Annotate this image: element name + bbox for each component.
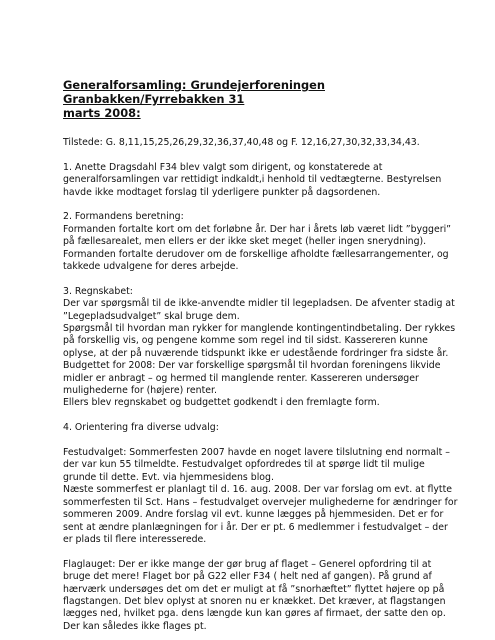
text-line: 4. Orientering fra diverse udvalg:: [63, 422, 219, 434]
text-line: sent at ændre planlægningen for i år. Der er pt. 6 medlemmer i festudvalget – der: [63, 521, 448, 533]
text-line: midler er anbragt – og hermed til manglende renter. Kassereren undersøger: [63, 372, 419, 384]
text-line: der var kun 55 tilmeldte. Festudvalget opfordredes til at spørge lidt til mulige: [63, 459, 425, 471]
text-line: Festudvalget: Sommerfesten 2007 havde en noget lavere tilslutning end normalt –: [63, 447, 450, 459]
text-line: Ellers blev regnskabet og budgettet godkendt i den fremlagte form.: [63, 397, 380, 409]
paragraph-gap: [63, 273, 455, 285]
text-line: 1. Anette Dragsdahl F34 blev valgt som dirigent, og konstaterede at: [63, 161, 383, 173]
text-line: oplyse, at der på nuværende tidspunkt ikke er udestående fordringer fra sidste år.: [63, 347, 449, 359]
text-line: 2. Formandens beretning:: [63, 211, 184, 223]
title-line-2: marts 2008:: [63, 106, 141, 120]
text-line: er plads til flere interesserede.: [63, 533, 207, 545]
text-line: sommerfesten til Sct. Hans – festudvalget overvejer mulighederne for ændringer for: [63, 496, 458, 508]
paragraph: [63, 422, 455, 434]
text-line: Tilstede: G. 8,11,15,25,26,29,32,36,37,40,48 og F. 12,16,27,30,32,33,34,43.: [63, 137, 420, 148]
text-line: mulighederne for (højere) renter.: [63, 385, 217, 397]
document-body: [63, 137, 458, 633]
text-line: grunde til dette. Evt. via hjemmesidens blog.: [63, 471, 274, 483]
text-line: bruge det mere! Flaget bor på G22 eller F34 ( helt ned af gangen). På grund af: [63, 571, 432, 583]
text-line: ”Legepladsudvalget” skal bruge dem.: [63, 310, 240, 322]
text-line: generalforsamlingen var rettidigt indkaldt,i henhold til vedtægterne. Bestyrelsen: [63, 174, 442, 186]
paragraph: [63, 137, 455, 149]
text-line: Formanden fortalte derudover om de forskellige afholdte fællesarrangementer, og: [63, 248, 449, 260]
text-line: lægges ned, hvilket pga. dens længde kun kan gøres af firmaet, der satte den op.: [63, 608, 446, 620]
paragraph-gap: [63, 149, 455, 161]
text-line: hærværk undersøges det om det er muligt at få ”snorhæftet” flyttet højere op på: [63, 583, 445, 595]
text-line: Budgettet for 2008: Der var forskellige spørgsmål til hvordan foreningens likvide: [63, 360, 441, 372]
text-line: Spørgsmål til hvordan man rykker for manglende kontingentindbetaling. Der rykkes: [63, 323, 456, 335]
paragraph-gap: [63, 435, 455, 447]
paragraph: [63, 559, 455, 633]
paragraph-gap: [63, 199, 455, 211]
document-title: [63, 78, 455, 120]
text-line: Næste sommerfest er planlagt til d. 16. aug. 2008. Der var forslag om evt. at flytte: [63, 484, 453, 496]
text-line: Flaglauget: Der er ikke mange der gør brug af flaget – Generel opfordring til at: [63, 558, 432, 570]
paragraph: [63, 162, 455, 199]
text-line: Der var spørgsmål til de ikke-anvendte midler til legepladsen. De afventer stadig at: [63, 298, 455, 310]
text-line: sommeren 2009. Andre forslag vil evt. kunne lægges på hjemmesiden. Det er for: [63, 509, 444, 521]
text-line: flagstangen. Det blev oplyst at snoren nu er knækket. Det kræver, at flagstangen: [63, 595, 446, 607]
paragraph-gap: [63, 546, 455, 558]
title-line-1: Generalforsamling: Grundejerforeningen Granbakken/Fyrrebakken 31: [63, 78, 325, 106]
paragraph: [63, 211, 455, 273]
text-line: på fællesarealet, men ellers er der ikke sket meget (heller ingen snerydning).: [63, 236, 427, 248]
text-line: havde ikke modtaget forslag til yderligere punkter på dagsordenen.: [63, 186, 381, 198]
paragraph: [63, 286, 455, 410]
text-line: Der kan således ikke flages pt.: [63, 620, 207, 632]
text-line: takkede udvalgene for deres arbejde.: [63, 261, 239, 273]
text-line: Formanden fortalte kort om det forløbne år. Der har i årets løb været lidt ”byggeri”: [63, 223, 452, 235]
text-line: på forskellig vis, og pengene komme som regel ind til sidst. Kassereren kunne: [63, 335, 428, 347]
text-line: 3. Regnskabet:: [63, 285, 133, 297]
paragraph-gap: [63, 410, 455, 422]
paragraph: [63, 447, 458, 546]
